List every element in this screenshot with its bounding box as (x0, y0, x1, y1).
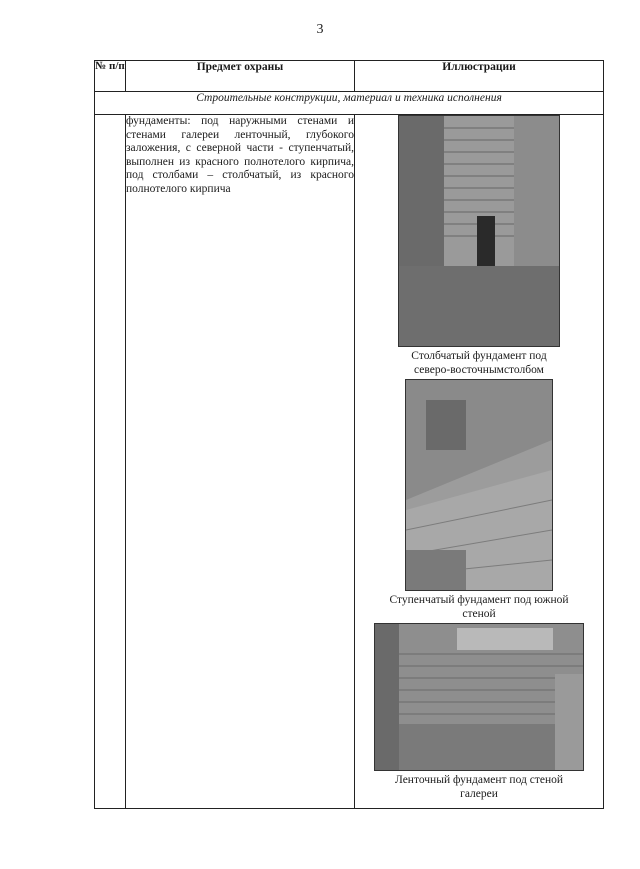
row-number-cell (95, 115, 126, 809)
caption-line: Ленточный фундамент под стеной (394, 774, 564, 786)
photo-stepped-foundation (405, 379, 553, 591)
caption-line: Столбчатый фундамент под (411, 350, 547, 362)
caption-line: Ступенчатый фундамент под южной (389, 594, 569, 606)
header-illustrations: Иллюстрации (355, 61, 604, 92)
caption-line: галереи (460, 788, 498, 800)
figure-caption (355, 347, 603, 377)
illustrations-cell (355, 115, 604, 809)
page-number: 3 (316, 22, 324, 37)
protection-table (94, 60, 604, 809)
section-row (95, 92, 604, 115)
figure-stepped-foundation (355, 379, 603, 621)
figure-caption (355, 771, 603, 801)
table-row (95, 115, 604, 809)
table-header-row (95, 61, 604, 92)
photo-columnar-foundation (398, 115, 560, 347)
header-subject: Предмет охраны (126, 61, 355, 92)
header-number: № п/п (95, 61, 126, 92)
photo-strip-foundation (374, 623, 584, 771)
subject-text-cell: фундаменты: под наружными стенами и стенами галереи ленточный, глубокого заложения, с северной части - ступенчатый, выполнен из красного полнотелого кирпича, под столбами – столбчатый, из красного полнотелого кирпича (126, 115, 355, 809)
figure-strip-foundation (355, 623, 603, 801)
section-title: Строительные конструкции, материал и техника исполнения (95, 92, 604, 115)
figure-caption (355, 591, 603, 621)
figure-columnar-foundation (355, 115, 603, 377)
caption-line: стеной (462, 608, 496, 620)
caption-line: северо-восточнымстолбом (414, 364, 544, 376)
